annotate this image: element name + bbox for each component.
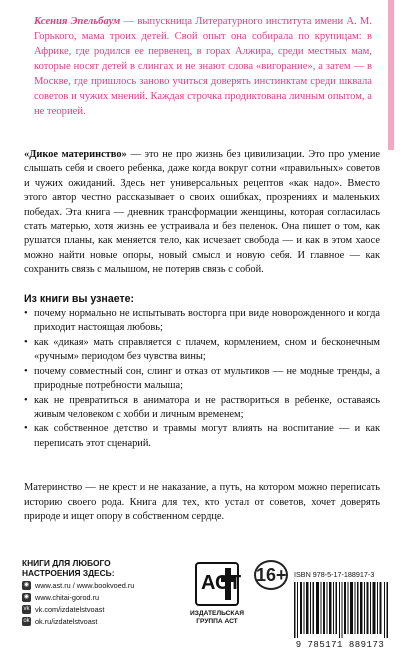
ok-icon: ok [23, 618, 30, 624]
link-text[interactable]: www.ast.ru / www.bookvoed.ru [35, 581, 135, 590]
link-row[interactable] [22, 593, 172, 602]
description-paragraph-1 [24, 148, 380, 278]
book-description [24, 148, 380, 524]
author-bio [22, 0, 394, 150]
bullet-list [24, 307, 380, 451]
ast-logo [195, 562, 242, 606]
link-text[interactable]: vk.com/izdatelstvoast [35, 605, 105, 614]
barcode-area [258, 560, 392, 652]
author-name: Ксения Эпельбаум [34, 16, 121, 27]
age-rating-badge: 16+ [254, 560, 288, 590]
barcode-image [294, 582, 390, 638]
bullet-item: • как «дикая» мать справляется с плачем, кормлением, сном и бесконечным «ручным» периодом без чувства вины; [24, 336, 380, 365]
bullet-item: • почему нормально не испытывать восторга при виде новорожденного и когда приходит настоящая любовь; [24, 307, 380, 336]
bullet-item: • как не превратиться в аниматора и не раствориться в ребенке, оставаясь живым человеком с хобби и личным временем; [24, 394, 380, 423]
publisher-name: ИЗДАТЕЛЬСКАЯ ГРУППА АСТ [190, 610, 244, 625]
globe-icon: ◉ [23, 594, 30, 600]
publisher-block [187, 562, 247, 626]
link-row[interactable] [22, 581, 172, 590]
link-row[interactable] [22, 617, 172, 626]
barcode-number: 9 785171 889173 [295, 640, 385, 650]
link-text[interactable]: www.chitai-gorod.ru [35, 593, 100, 602]
author-bio-text: — выпускница Литературного института имени А. М. Горького, мама троих детей. Свой опыт она собирала по крупицам: в Африке, где родился ее первенец, в горах Алжира, среди местных мам, которые носят детей в слингах и не знают слова «вигорание», а затем — в Москве, где пришлось заново учиться доверять инстинктам среди шквала советов и чужих мнений. Каждая строчка продиктована личным опытом, а не теорией. [34, 16, 372, 117]
back-cover-footer [22, 554, 394, 654]
bullets-title: Из книги вы узнаете: [24, 292, 135, 305]
book-title-lead: «Дикое материнство» [24, 149, 127, 160]
isbn-text: ISBN 978-5-17-188917-3 [294, 570, 375, 579]
globe-icon: ◉ [23, 582, 30, 588]
ast-logo-text: АСТ [201, 572, 242, 594]
description-text: — это не про жизнь без цивилизации. Это про умение слышать себя и своего ребенка, даже когда вокруг сотни «правильных» советов и чужих ожиданий. Здесь нет универсальных рецептов «как надо». Вместо этого автор честно рассказывает о своих ошибках, прозрениях и маленьких победах. Эта книга — дневник трансформации женщины, которая согласилась стать матерью, хотя жизнь ее устраивала и без пеленок. Она пишет о том, как рушатся планы, как меняется тело, как исчезает свобода — и как в этом хаосе можно найти новые опоры, новый смысл и новую себя. И главное — как сохранить связь с малышом, не потеряв связь с собой. [24, 149, 381, 276]
vk-icon: vk [23, 606, 30, 612]
description-paragraph-3: Материнство — не крест и не наказание, а путь, на котором можно переписать историю своего рода. Книга для тех, кто устал от советов, хочет доверять природе и ищет опору в собственном сердце. [24, 482, 380, 522]
link-row[interactable] [22, 605, 172, 614]
links-heading: КНИГИ ДЛЯ ЛЮБОГО НАСТРОЕНИЯ ЗДЕСЬ: [22, 558, 115, 578]
bullet-item: • как собственное детство и травмы могут влиять на воспитание — и как переписать этот сценарий. [24, 422, 380, 451]
bullet-item: • почему совместный сон, слинг и отказ от мультиков — не модные тренды, а природные потребности малыша; [24, 365, 380, 394]
store-links [22, 558, 172, 626]
link-text[interactable]: ok.ru/izdatelstvoast [35, 617, 98, 626]
